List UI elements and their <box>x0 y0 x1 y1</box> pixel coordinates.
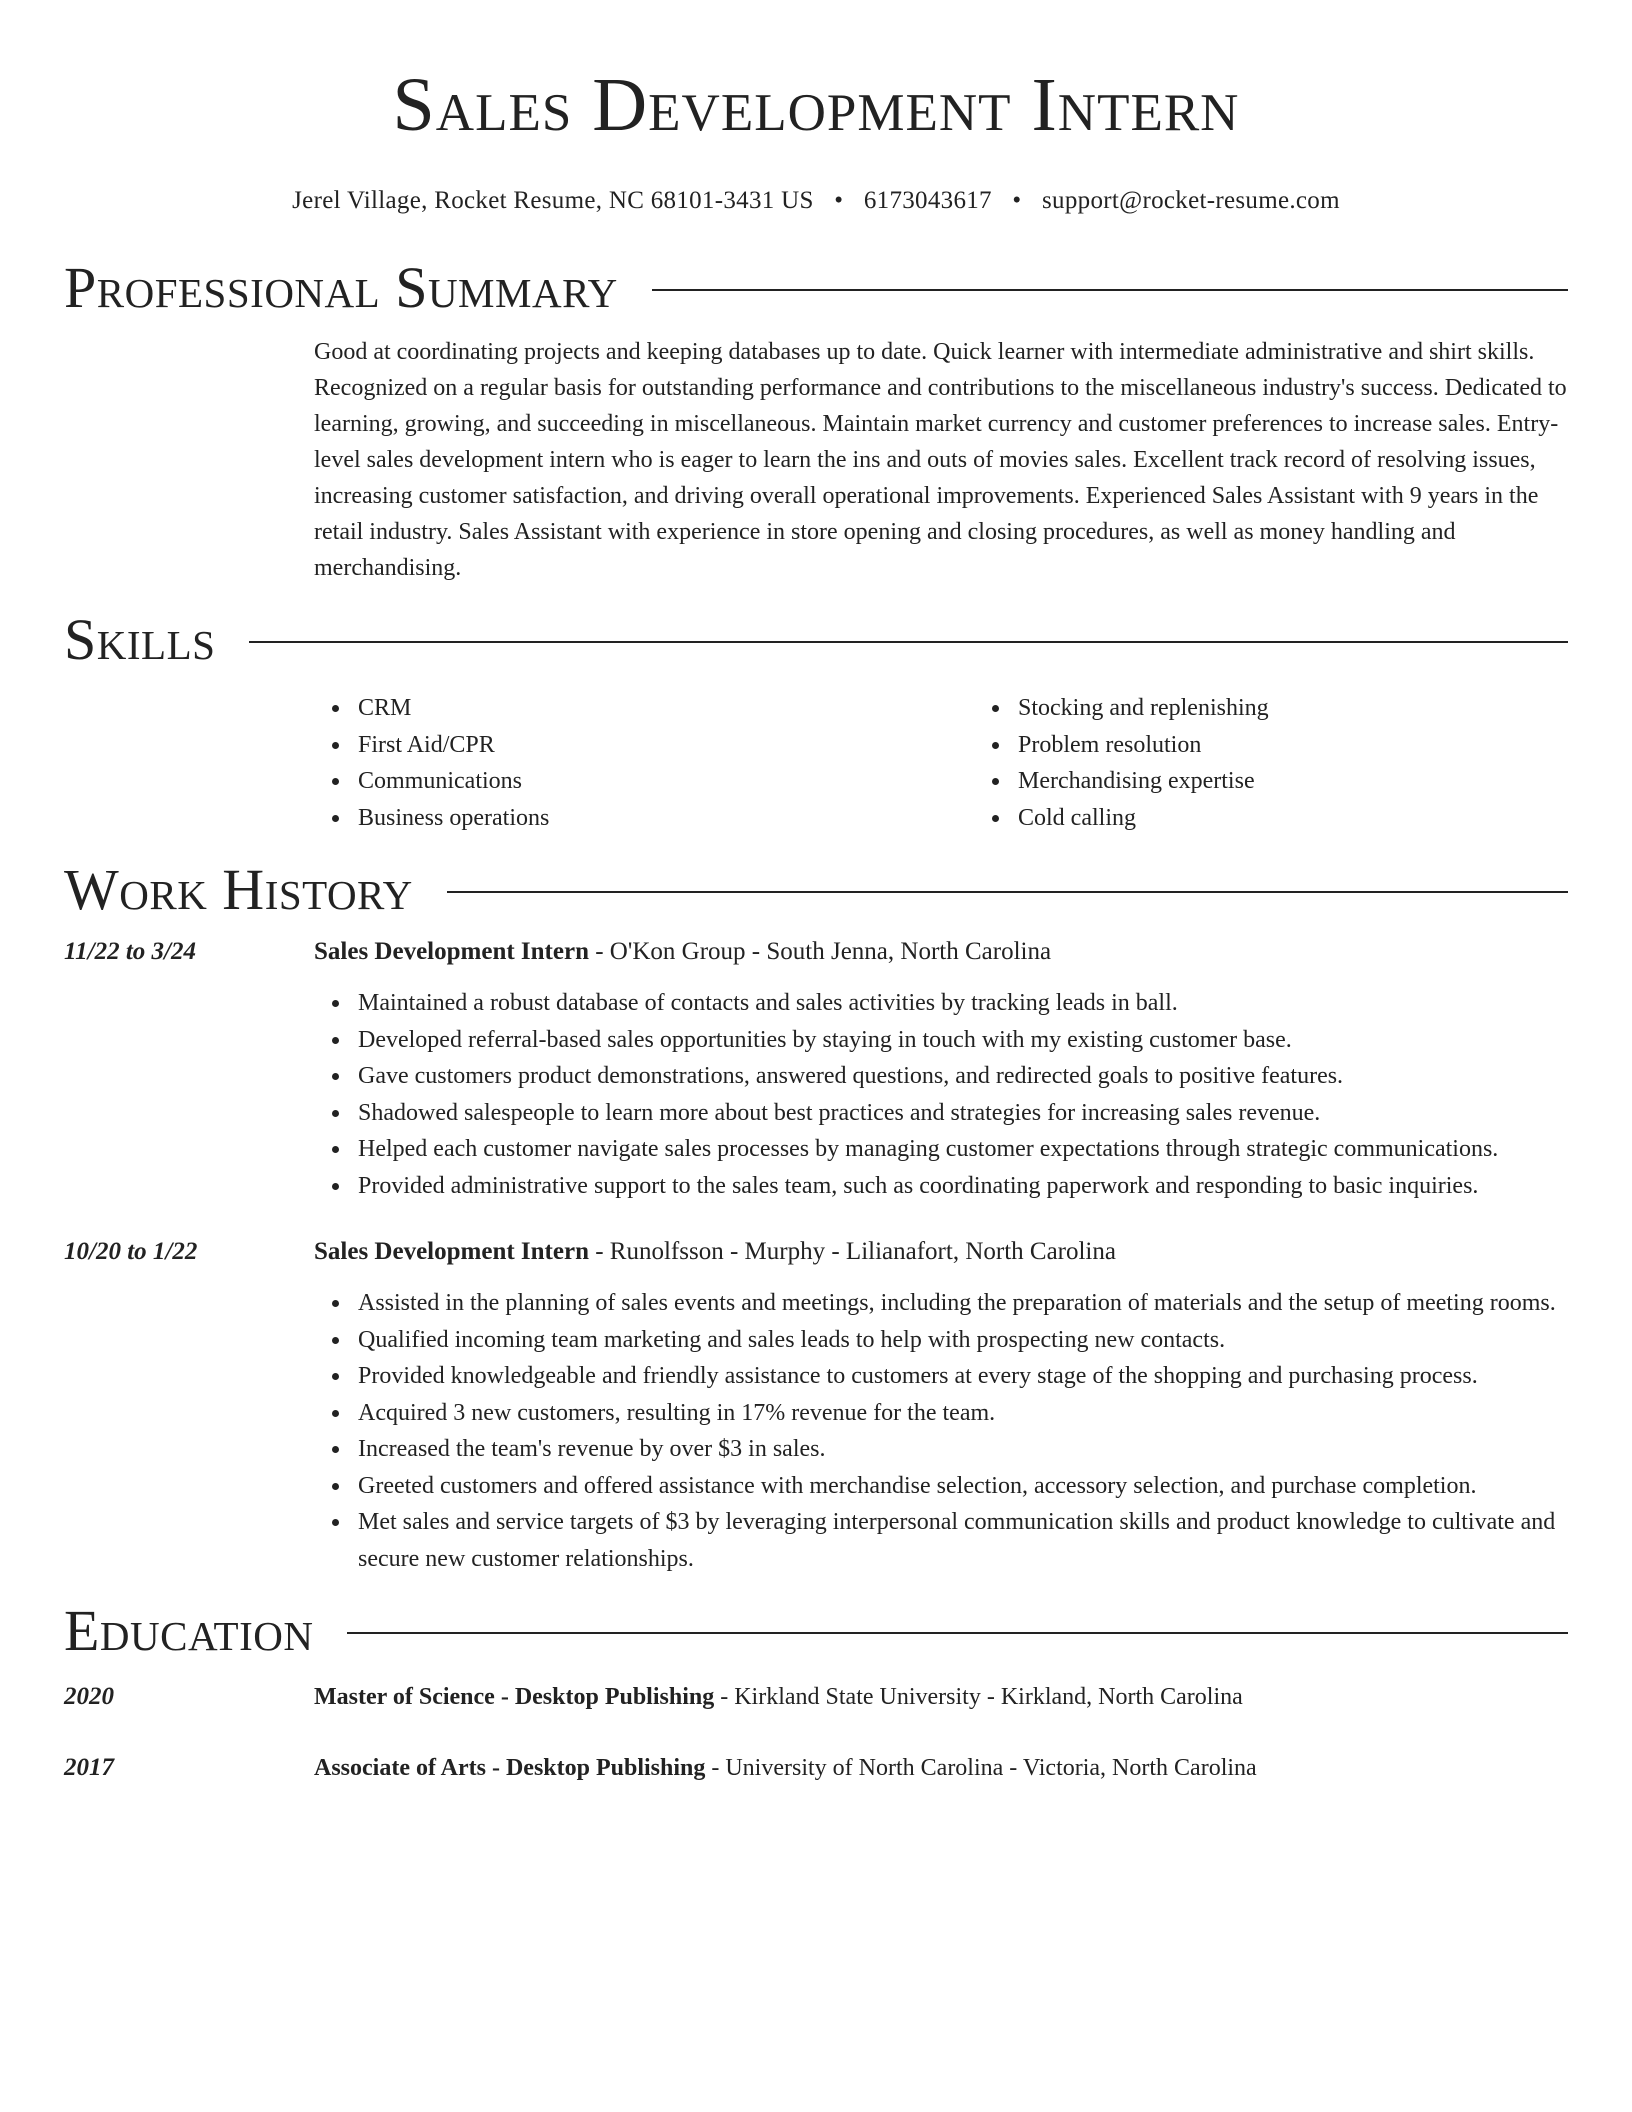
job-bullet: Maintained a robust database of contacts and sales activities by tracking leads in ball. <box>358 985 1568 1022</box>
skills-section <box>64 608 1568 836</box>
job-bullet: Acquired 3 new customers, resulting in 17% revenue for the team. <box>358 1395 1568 1432</box>
job-bullet: Helped each customer navigate sales processes by managing customer expectations through strategic communications. <box>358 1131 1568 1168</box>
job-bullet: Developed referral-based sales opportunities by staying in touch with my existing customer base. <box>358 1022 1568 1059</box>
section-divider <box>347 1632 1568 1634</box>
job-bullet: Gave customers product demonstrations, answered questions, and redirected goals to positive features. <box>358 1058 1568 1095</box>
contact-line <box>64 186 1568 216</box>
education-school: - Kirkland State University - Kirkland, North Carolina <box>714 1684 1243 1710</box>
education-body <box>314 1679 1568 1715</box>
skill-item: Stocking and replenishing <box>1018 690 1632 727</box>
job-bullet: Greeted customers and offered assistance with merchandise selection, accessory selection, and purchase completion. <box>358 1468 1568 1505</box>
skill-item: Communications <box>358 763 974 800</box>
job-company: - O'Kon Group - South Jenna, North Carolina <box>588 938 1052 965</box>
skills-list-right <box>974 690 1632 836</box>
job-body <box>314 1234 1568 1577</box>
job-company: - Runolfsson - Murphy - Lilianafort, North Carolina <box>588 1238 1116 1265</box>
summary-text: Good at coordinating projects and keeping databases up to date. Quick learner with intermediate administrative and shirt skills. Recognized on a regular basis for outstanding performance and contributions to the miscellaneous industry's success. Dedicated to learning, growing, and succeeding in miscellaneous. Maintain market currency and customer preferences to increase sales. Entry-level sales development intern who is eager to learn the ins and outs of movies sales. Excellent track record of resolving issues, increasing customer satisfaction, and driving overall operational improvements. Experienced Sales Assistant with 9 years in the retail industry. Sales Assistant with experience in store opening and closing procedures, as well as money handling and merchandising. <box>314 339 1567 581</box>
section-header <box>64 858 1568 922</box>
job-dates: 11/22 to 3/24 <box>64 938 196 965</box>
section-divider <box>249 641 1568 643</box>
section-title: Work History <box>64 857 413 922</box>
skill-item: CRM <box>358 690 974 727</box>
skill-item: First Aid/CPR <box>358 727 974 764</box>
education-body <box>314 1750 1568 1786</box>
education-year: 2017 <box>64 1754 114 1781</box>
section-header <box>64 608 1568 672</box>
job-bullet: Qualified incoming team marketing and sales leads to help with prospecting new contacts. <box>358 1322 1568 1359</box>
contact-separator: • <box>1012 187 1022 214</box>
section-title: Professional Summary <box>64 255 618 320</box>
skill-item: Cold calling <box>1018 800 1632 837</box>
skills-grid <box>314 690 1632 836</box>
section-header <box>64 256 1568 320</box>
job-body <box>314 934 1568 1204</box>
education-entry <box>64 1750 1568 1786</box>
education-school: - University of North Carolina - Victoria, North Carolina <box>705 1755 1257 1781</box>
job-bullets <box>314 985 1568 1204</box>
contact-separator: • <box>834 187 844 214</box>
skills-list-left <box>314 690 974 836</box>
job-bullet: Shadowed salespeople to learn more about best practices and strategies for increasing sales revenue. <box>358 1095 1568 1132</box>
education-degree: Associate of Arts - Desktop Publishing <box>314 1755 706 1781</box>
job-title: Sales Development Intern <box>314 1238 589 1265</box>
skill-item: Problem resolution <box>1018 727 1632 764</box>
section-header <box>64 1599 1568 1663</box>
education-entry <box>64 1679 1568 1715</box>
skills-spacer <box>64 690 314 836</box>
contact-email: support@rocket-resume.com <box>1042 187 1340 214</box>
work-section <box>64 858 1568 1577</box>
job-entry <box>64 1234 1568 1577</box>
section-divider <box>447 891 1568 893</box>
job-heading <box>314 1234 1568 1270</box>
summary-spacer <box>64 334 314 586</box>
job-bullet: Increased the team's revenue by over $3 in sales. <box>358 1431 1568 1468</box>
job-bullets <box>314 1285 1568 1577</box>
education-year: 2020 <box>64 1683 114 1710</box>
contact-address: Jerel Village, Rocket Resume, NC 68101-3431 US <box>292 187 814 214</box>
summary-section <box>64 256 1568 586</box>
skills-row <box>64 690 1568 836</box>
education-section <box>64 1599 1568 1786</box>
education-degree: Master of Science - Desktop Publishing <box>314 1684 715 1710</box>
section-title: Skills <box>64 607 216 672</box>
job-bullet: Met sales and service targets of $3 by leveraging interpersonal communication skills and product knowledge to cultivate and secure new customer relationships. <box>358 1504 1568 1577</box>
section-title: Education <box>64 1598 314 1663</box>
summary-row <box>64 334 1568 586</box>
job-entry <box>64 934 1568 1204</box>
job-title: Sales Development Intern <box>314 938 589 965</box>
section-divider <box>652 289 1568 291</box>
skill-item: Merchandising expertise <box>1018 763 1632 800</box>
job-bullet: Provided knowledgeable and friendly assistance to customers at every stage of the shopping and purchasing process. <box>358 1358 1568 1395</box>
skill-item: Business operations <box>358 800 974 837</box>
job-bullet: Provided administrative support to the sales team, such as coordinating paperwork and responding to basic inquiries. <box>358 1168 1568 1205</box>
job-dates: 10/20 to 1/22 <box>64 1238 198 1265</box>
job-bullet: Assisted in the planning of sales events and meetings, including the preparation of materials and the setup of meeting rooms. <box>358 1285 1568 1322</box>
job-heading <box>314 934 1568 970</box>
resume-name: Sales Development Intern <box>392 63 1240 147</box>
contact-phone: 6173043617 <box>863 187 992 214</box>
